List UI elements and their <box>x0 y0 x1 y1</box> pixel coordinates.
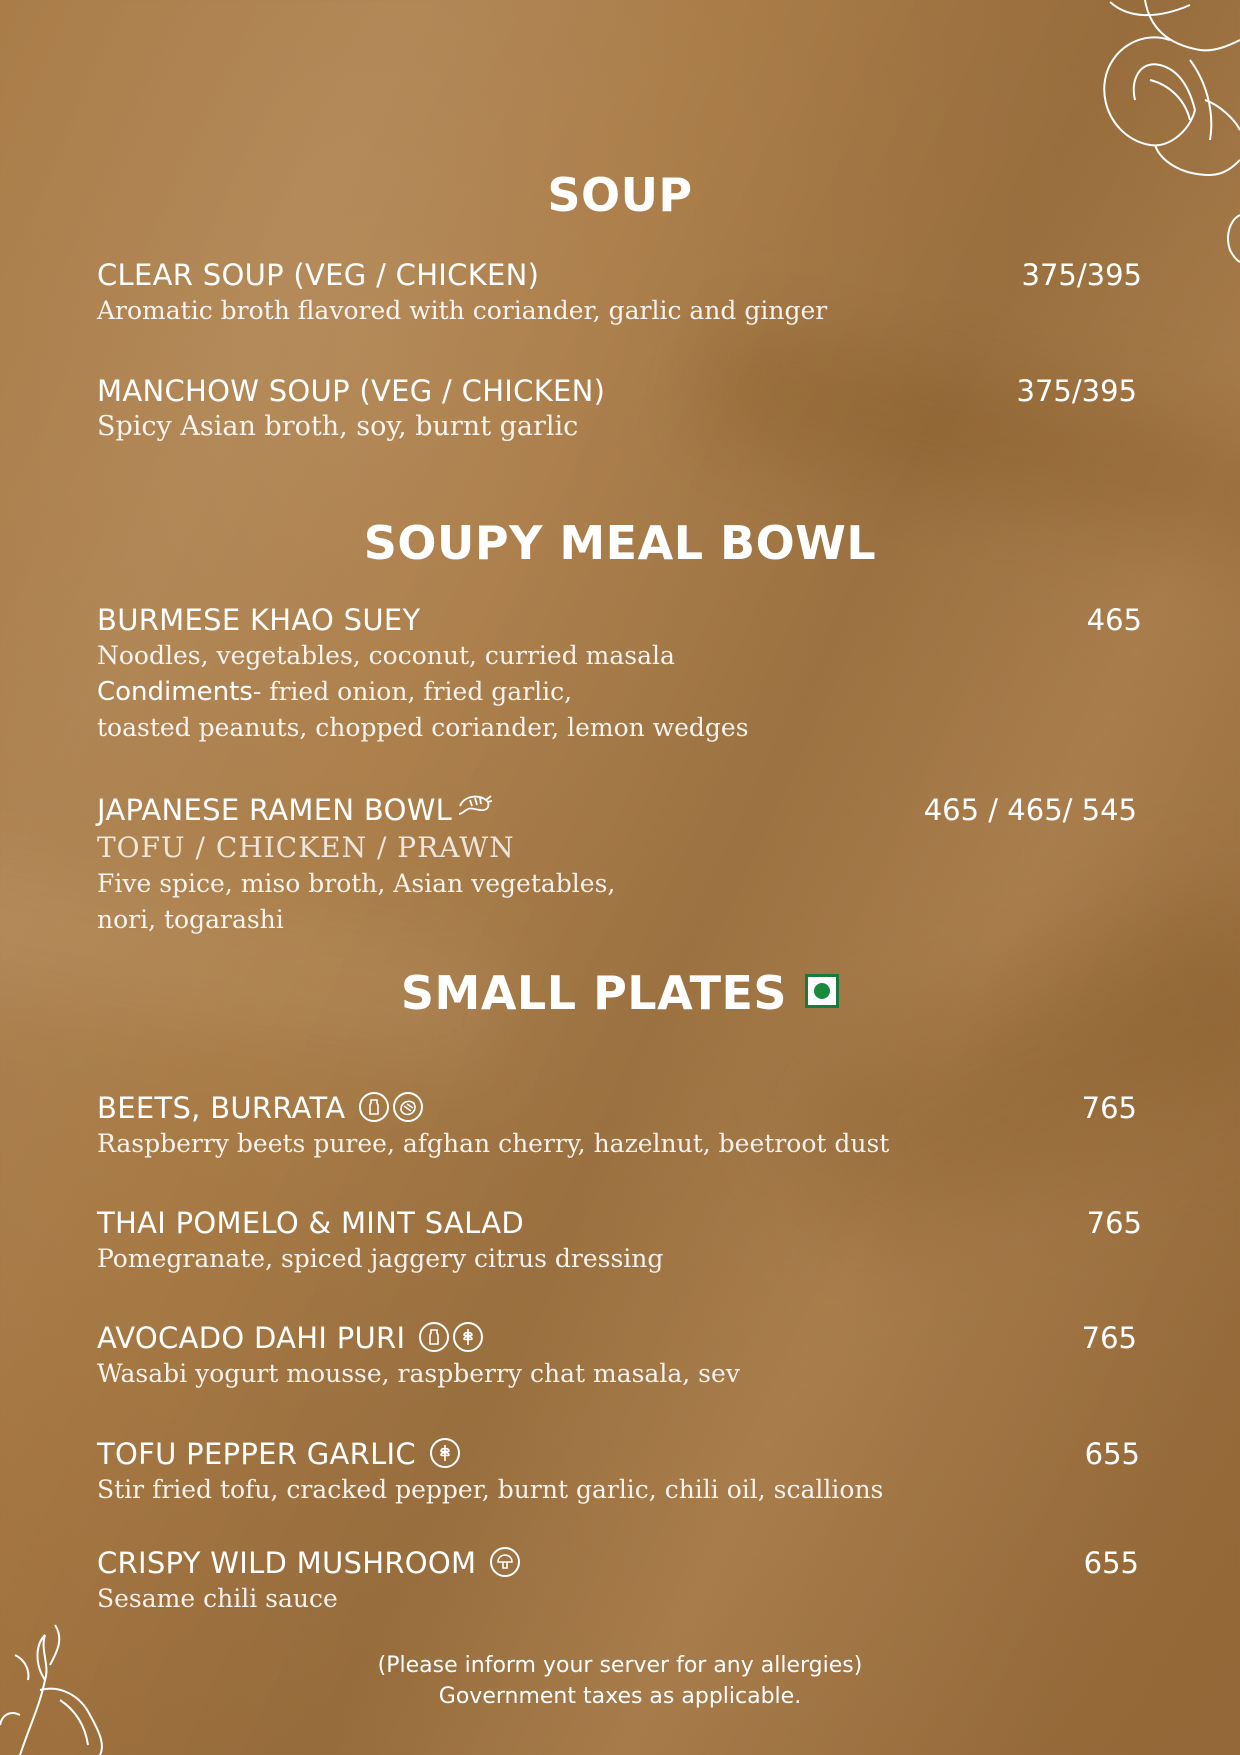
dairy-icon <box>419 1322 449 1352</box>
item-description: Aromatic broth flavored with coriander, garlic and ginger <box>97 296 828 325</box>
prawn-icon <box>456 790 492 826</box>
item-price: 765 <box>1081 1321 1137 1355</box>
item-name-row <box>97 1436 1140 1472</box>
item-price: 375/395 <box>1021 258 1142 292</box>
condiments-line-2: toasted peanuts, chopped coriander, lemon wedges <box>97 713 749 742</box>
menu-item <box>97 792 1137 938</box>
section-title-soupy-meal-bowl: SOUPY MEAL BOWL <box>363 516 877 570</box>
veg-mark-icon <box>805 974 839 1008</box>
item-price: 765 <box>1086 1206 1142 1240</box>
item-description: Spicy Asian broth, soy, burnt garlic <box>97 411 579 442</box>
item-price: 765 <box>1081 1091 1137 1125</box>
item-name: BEETS, BURRATA <box>97 1091 346 1125</box>
leaf-line-art-icon <box>1040 0 1240 270</box>
item-name: AVOCADO DAHI PURI <box>97 1321 406 1355</box>
section-title-soup: SOUP <box>547 168 693 222</box>
tax-note: Government taxes as applicable. <box>438 1684 802 1709</box>
item-name-row <box>97 1320 1137 1356</box>
item-name: TOFU PEPPER GARLIC <box>97 1437 416 1471</box>
menu-item <box>97 1205 1142 1277</box>
item-name: CRISPY WILD MUSHROOM <box>97 1546 477 1580</box>
menu-item <box>97 373 1137 445</box>
menu-item <box>97 602 1142 746</box>
item-description-2: nori, togarashi <box>97 905 284 934</box>
item-description: Sesame chili sauce <box>97 1584 338 1613</box>
section-title-small-plates <box>0 966 1240 1020</box>
item-name: JAPANESE RAMEN BOWL <box>97 793 453 827</box>
item-name-row <box>97 1090 1137 1126</box>
item-name-row <box>97 1545 1139 1581</box>
item-description: Raspberry beets puree, afghan cherry, hazelnut, beetroot dust <box>97 1129 890 1158</box>
item-description: Pomegranate, spiced jaggery citrus dressing <box>97 1244 664 1273</box>
item-price: 465 <box>1086 603 1142 637</box>
menu-item <box>97 1436 1140 1508</box>
condiments-label: Condiments <box>97 677 253 707</box>
item-price: 655 <box>1084 1437 1140 1471</box>
menu-item <box>97 1545 1139 1617</box>
menu-item <box>97 1090 1137 1162</box>
item-description: Noodles, vegetables, coconut, curried masala <box>97 641 675 670</box>
mushroom-icon <box>490 1547 520 1577</box>
item-description: Five spice, miso broth, Asian vegetables, <box>97 869 616 898</box>
section-title-text: SMALL PLATES <box>400 966 788 1020</box>
condiments-line <box>97 674 1142 710</box>
gluten-icon <box>453 1322 483 1352</box>
item-variants: TOFU / CHICKEN / PRAWN <box>97 831 515 864</box>
menu-item <box>97 1320 1137 1392</box>
item-price: 375/395 <box>1016 374 1137 408</box>
item-description: Stir fried tofu, cracked pepper, burnt garlic, chili oil, scallions <box>97 1475 884 1504</box>
menu-item <box>97 257 1142 329</box>
item-name: CLEAR SOUP (VEG / CHICKEN) <box>97 258 540 292</box>
item-name: BURMESE KHAO SUEY <box>97 603 421 637</box>
item-description: Wasabi yogurt mousse, raspberry chat masala, sev <box>97 1359 740 1388</box>
item-price: 655 <box>1083 1546 1139 1580</box>
item-name: THAI POMELO & MINT SALAD <box>97 1206 524 1240</box>
allergy-note: (Please inform your server for any allergies) <box>377 1653 863 1678</box>
dairy-icon <box>359 1092 389 1122</box>
item-name: MANCHOW SOUP (VEG / CHICKEN) <box>97 374 606 408</box>
nut-icon <box>393 1092 423 1122</box>
footer-note <box>0 1650 1240 1712</box>
gluten-icon <box>430 1438 460 1468</box>
item-price: 465 / 465/ 545 <box>923 793 1137 827</box>
condiments-text: - fried onion, fried garlic, <box>252 677 573 706</box>
background-shadow <box>785 883 1240 1257</box>
